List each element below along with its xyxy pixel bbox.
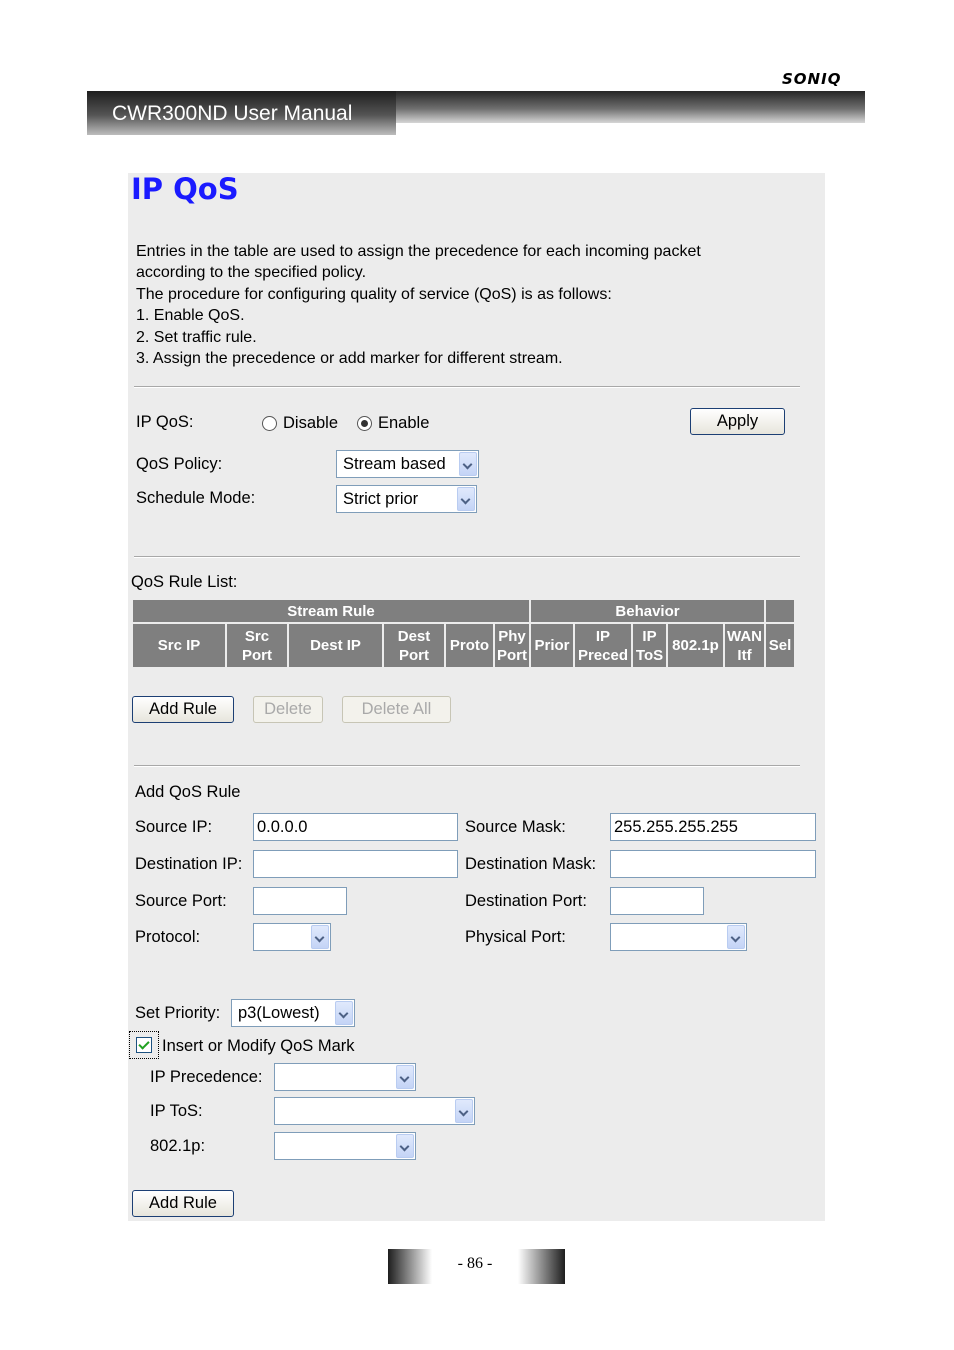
chevron-down-icon xyxy=(455,1099,473,1123)
col-dest-ip: Dest IP xyxy=(289,624,382,667)
schedule-mode-select[interactable] xyxy=(336,485,477,513)
protocol-select[interactable] xyxy=(253,923,331,951)
disable-label: Disable xyxy=(283,414,339,432)
dest-mask-label: Destination Mask: xyxy=(465,855,597,873)
schedule-mode-label: Schedule Mode: xyxy=(136,489,256,507)
chevron-down-icon xyxy=(459,452,477,476)
ip-precedence-select[interactable] xyxy=(274,1063,416,1091)
source-port-input[interactable] xyxy=(253,887,347,915)
source-ip-label: Source IP: xyxy=(135,818,213,836)
source-mask-label: Source Mask: xyxy=(465,818,566,836)
enable-radio[interactable] xyxy=(357,416,372,431)
dot1p-label: 802.1p: xyxy=(150,1137,206,1155)
dest-ip-input[interactable] xyxy=(253,850,458,878)
brand-logo: SONIQ xyxy=(782,70,842,88)
col-sel: Sel xyxy=(766,624,794,667)
footer-gradient-right xyxy=(518,1249,565,1284)
sel-group-header xyxy=(766,600,794,622)
col-ip-preced: IP Preced xyxy=(575,624,631,667)
page-title: IP QoS xyxy=(131,172,239,206)
col-src-ip: Src IP xyxy=(133,624,225,667)
disable-radio[interactable] xyxy=(262,416,277,431)
ip-precedence-label: IP Precedence: xyxy=(150,1068,263,1086)
col-phy-port: Phy Port xyxy=(495,624,529,667)
description-line: 3. Assign the precedence or add marker for different stream. xyxy=(136,350,563,368)
col-dest-port: Dest Port xyxy=(384,624,444,667)
divider xyxy=(134,765,800,767)
qos-mark-checkbox[interactable] xyxy=(136,1037,152,1053)
description-line: 1. Enable QoS. xyxy=(136,307,245,325)
behavior-header: Behavior xyxy=(531,600,764,622)
col-prior: Prior xyxy=(531,624,573,667)
chevron-down-icon xyxy=(396,1134,414,1158)
qos-policy-select[interactable] xyxy=(336,450,479,478)
description-line: according to the specified policy. xyxy=(136,264,367,282)
description-line: The procedure for configuring quality of service (QoS) is as follows: xyxy=(136,285,612,303)
manual-title: CWR300ND User Manual xyxy=(112,102,353,125)
schedule-mode-value: Strict prior xyxy=(343,490,419,508)
add-rule-button[interactable]: Add Rule xyxy=(132,696,234,723)
chevron-down-icon xyxy=(396,1065,414,1089)
description-line: 2. Set traffic rule. xyxy=(136,328,257,346)
protocol-label: Protocol: xyxy=(135,928,201,946)
set-priority-label: Set Priority: xyxy=(135,1004,221,1022)
col-proto: Proto xyxy=(446,624,493,667)
chevron-down-icon xyxy=(727,925,745,949)
ip-qos-label: IP QoS: xyxy=(136,413,194,431)
priority-value: p3(Lowest) xyxy=(238,1004,320,1022)
dest-port-input[interactable] xyxy=(610,887,704,915)
page-number: - 86 - xyxy=(457,1255,493,1272)
delete-button[interactable]: Delete xyxy=(253,696,323,723)
physical-port-label: Physical Port: xyxy=(465,928,566,946)
dest-ip-label: Destination IP: xyxy=(135,855,243,873)
footer-gradient-left xyxy=(388,1249,432,1284)
page-description xyxy=(136,241,701,369)
ip-tos-select[interactable] xyxy=(274,1097,475,1125)
chevron-down-icon xyxy=(335,1001,353,1025)
add-rule-submit-button[interactable]: Add Rule xyxy=(132,1190,234,1217)
qos-mark-label: Insert or Modify QoS Mark xyxy=(162,1037,355,1055)
qos-policy-label: QoS Policy: xyxy=(136,455,223,473)
col-wan-itf: WAN Itf xyxy=(725,624,764,667)
divider xyxy=(134,556,800,558)
divider xyxy=(134,386,800,388)
priority-select[interactable] xyxy=(231,999,355,1027)
apply-button[interactable]: Apply xyxy=(690,408,785,435)
rule-list-label: QoS Rule List: xyxy=(131,573,238,591)
source-mask-input[interactable] xyxy=(610,813,816,841)
col-ip-tos: IP ToS xyxy=(633,624,666,667)
physical-port-select[interactable] xyxy=(610,923,747,951)
col-src-port: Src Port xyxy=(227,624,287,667)
delete-all-button[interactable]: Delete All xyxy=(342,696,451,723)
stream-rule-header: Stream Rule xyxy=(133,600,529,622)
dot1p-select[interactable] xyxy=(274,1132,416,1160)
col-8021p: 802.1p xyxy=(668,624,723,667)
qos-policy-value: Stream based xyxy=(343,455,446,473)
enable-label: Enable xyxy=(378,414,430,432)
ip-tos-label: IP ToS: xyxy=(150,1102,203,1120)
source-ip-input[interactable] xyxy=(253,813,458,841)
chevron-down-icon xyxy=(457,487,475,511)
description-line: Entries in the table are used to assign the precedence for each incoming packet xyxy=(136,243,701,260)
add-qos-rule-label: Add QoS Rule xyxy=(135,783,241,801)
dest-port-label: Destination Port: xyxy=(465,892,587,910)
source-port-label: Source Port: xyxy=(135,892,227,910)
dest-mask-input[interactable] xyxy=(610,850,816,878)
chevron-down-icon xyxy=(311,925,329,949)
